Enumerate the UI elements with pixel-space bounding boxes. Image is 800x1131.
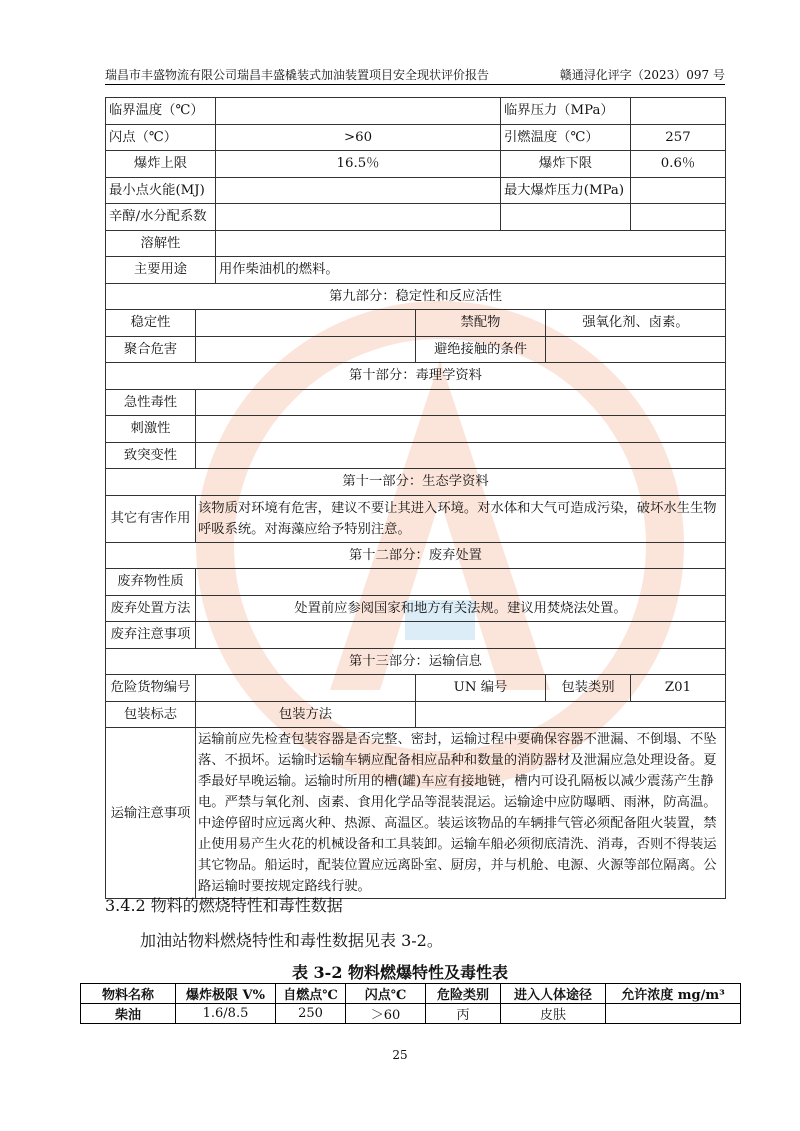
label-dg-number: 危险货物编号	[106, 675, 196, 702]
label-min-ignition: 最小点火能(MJ)	[106, 177, 216, 204]
page-number: 25	[392, 1048, 408, 1062]
label-irritation: 刺激性	[106, 416, 196, 443]
label-stability: 稳定性	[106, 310, 196, 337]
col-header: 允许浓度 mg/m³	[606, 984, 741, 1004]
table-row	[106, 569, 726, 596]
table-row	[106, 675, 726, 702]
header-title: 瑞昌市丰盛物流有限公司瑞昌丰盛橇装式加油装置项目安全现状评价报告	[105, 68, 490, 82]
table-row	[106, 310, 726, 337]
table-row	[81, 1004, 741, 1024]
col-header: 自燃点℃	[276, 984, 346, 1004]
label-flash-point: 闪点（℃）	[106, 124, 216, 151]
label-mutagen: 致突变性	[106, 442, 196, 469]
section-title-12: 第十二部分：废弃处置	[106, 542, 726, 569]
col-header: 闪点℃	[346, 984, 426, 1004]
cell-entry-route: 皮肤	[501, 1004, 606, 1024]
header-doc-number: 赣通浔化评字（2023）097 号	[559, 68, 725, 82]
table-row	[106, 495, 726, 542]
col-header: 物料名称	[81, 984, 176, 1004]
value-acute	[196, 389, 726, 416]
label-waste-method: 废弃处置方法	[106, 595, 196, 622]
section-heading: 3.4.2 物料的燃烧特性和毒性数据	[105, 896, 343, 915]
cell-explosion-limit: 1.6/8.5	[176, 1004, 276, 1024]
value-waste-nature	[196, 569, 726, 596]
label-pack-method: 包装方法	[196, 701, 416, 728]
value-partition	[216, 204, 501, 231]
cell-allowed-conc	[606, 1004, 741, 1024]
table-row	[106, 204, 726, 231]
section-paragraph: 加油站物料燃烧特性和毒性数据见表 3-2。	[140, 931, 443, 950]
label-partition: 辛醇/水分配系数	[106, 204, 216, 231]
section-title-10: 第十部分：毒理学资料	[106, 363, 726, 390]
label-ignition-temp: 引燃温度（℃）	[501, 124, 631, 151]
label-acute: 急性毒性	[106, 389, 196, 416]
empty-cell	[631, 204, 726, 231]
section-row	[106, 648, 726, 675]
section-title-11: 第十一部分：生态学资料	[106, 469, 726, 496]
table-row	[106, 442, 726, 469]
value-flash-point: >60	[216, 124, 501, 151]
label-upper-limit: 爆炸上限	[106, 151, 216, 178]
value-other-harm: 该物质对环境有危害，建议不要让其进入环境。对水体和大气可造成污染，破坏水生生物呼吸系统。对海藻应给予特别注意。	[196, 495, 726, 542]
label-avoid: 避绝接触的条件	[416, 336, 546, 363]
table-row	[106, 177, 726, 204]
table-row	[106, 728, 726, 899]
label-critical-temp: 临界温度（℃）	[106, 98, 216, 125]
col-header: 进入人体途径	[501, 984, 606, 1004]
table-row	[106, 336, 726, 363]
msds-table	[105, 97, 726, 899]
value-pack-method	[416, 701, 726, 728]
label-polymer: 聚合危害	[106, 336, 196, 363]
cell-autoignition: 250	[276, 1004, 346, 1024]
table-row	[106, 98, 726, 125]
empty-cell	[501, 204, 631, 231]
value-min-ignition	[216, 177, 501, 204]
label-incompat: 禁配物	[416, 310, 546, 337]
section-title-13: 第十三部分：运输信息	[106, 648, 726, 675]
value-waste-note	[196, 622, 726, 649]
col-header: 爆炸极限 V%	[176, 984, 276, 1004]
table-row	[106, 389, 726, 416]
table-row	[106, 124, 726, 151]
section-row	[106, 469, 726, 496]
value-lower-limit: 0.6％	[631, 151, 726, 178]
value-usage: 用作柴油机的燃料。	[216, 257, 726, 284]
label-other-harm: 其它有害作用	[106, 495, 196, 542]
section-row	[106, 283, 726, 310]
table-row	[106, 622, 726, 649]
cell-material: 柴油	[81, 1004, 176, 1024]
label-waste-nature: 废弃物性质	[106, 569, 196, 596]
value-waste-method: 处置前应参阅国家和地方有关法规。建议用焚烧法处置。	[196, 595, 726, 622]
table-row	[106, 416, 726, 443]
label-pack-mark: 包装标志	[106, 701, 196, 728]
table-3-2	[80, 983, 741, 1024]
label-lower-limit: 爆炸下限	[501, 151, 631, 178]
cell-flash-point: ＞60	[346, 1004, 426, 1024]
value-pack-class: Z01	[631, 675, 726, 702]
value-critical-temp	[216, 98, 501, 125]
label-waste-note: 废弃注意事项	[106, 622, 196, 649]
section-row	[106, 542, 726, 569]
section-row	[106, 363, 726, 390]
value-critical-pressure	[631, 98, 726, 125]
section-title-9: 第九部分：稳定性和反应活性	[106, 283, 726, 310]
value-stability	[196, 310, 416, 337]
value-dg-number	[196, 675, 416, 702]
label-solubility: 溶解性	[106, 230, 216, 257]
table-row	[106, 151, 726, 178]
label-transport-notes: 运输注意事项	[106, 728, 196, 899]
table-row	[106, 230, 726, 257]
value-incompat: 强氧化剂、卤素。	[546, 310, 726, 337]
value-polymer	[196, 336, 416, 363]
value-transport-notes: 运输前应先检查包装容器是否完整、密封，运输过程中要确保容器不泄漏、不倒塌、不坠落、不损坏。运输时运输车辆应配备相应品种和数量的消防器材及泄漏应急处理设备。夏季最好早晚运输。运输时所用的槽(罐)车应有接地链，槽内可设孔隔板以减少震荡产生静电。严禁与氧化剂、卤素、食用化学品等混装混运。运输途中应防曝晒、雨淋，防高温。中途停留时应远离火种、热源、高温区。装运该物品的车辆排气管必须配备阻火装置，禁止使用易产生火花的机械设备和工具装卸。运输车船必须彻底清洗、消毒，否则不得装运其它物品。船运时，配装位置应远离卧室、厨房，并与机舱、电源、火源等部位隔离。公路运输时要按规定路线行驶。	[196, 728, 726, 899]
label-usage: 主要用途	[106, 257, 216, 284]
value-irritation	[196, 416, 726, 443]
value-ignition-temp: 257	[631, 124, 726, 151]
value-mutagen	[196, 442, 726, 469]
table-header-row	[81, 984, 741, 1004]
label-max-pressure: 最大爆炸压力(MPa)	[501, 177, 631, 204]
value-max-pressure	[631, 177, 726, 204]
cell-hazard-class: 丙	[426, 1004, 501, 1024]
page-header	[105, 66, 725, 85]
label-pack-class: 包装类别	[546, 675, 631, 702]
table-row	[106, 257, 726, 284]
table-row	[106, 701, 726, 728]
table-caption: 表 3-2 物料燃爆特性及毒性表	[291, 963, 509, 982]
value-avoid	[546, 336, 726, 363]
value-upper-limit: 16.5％	[216, 151, 501, 178]
label-un-number: UN 编号	[416, 675, 546, 702]
value-solubility	[216, 230, 726, 257]
label-critical-pressure: 临界压力（MPa）	[501, 98, 631, 125]
table-row	[106, 595, 726, 622]
col-header: 危险类别	[426, 984, 501, 1004]
